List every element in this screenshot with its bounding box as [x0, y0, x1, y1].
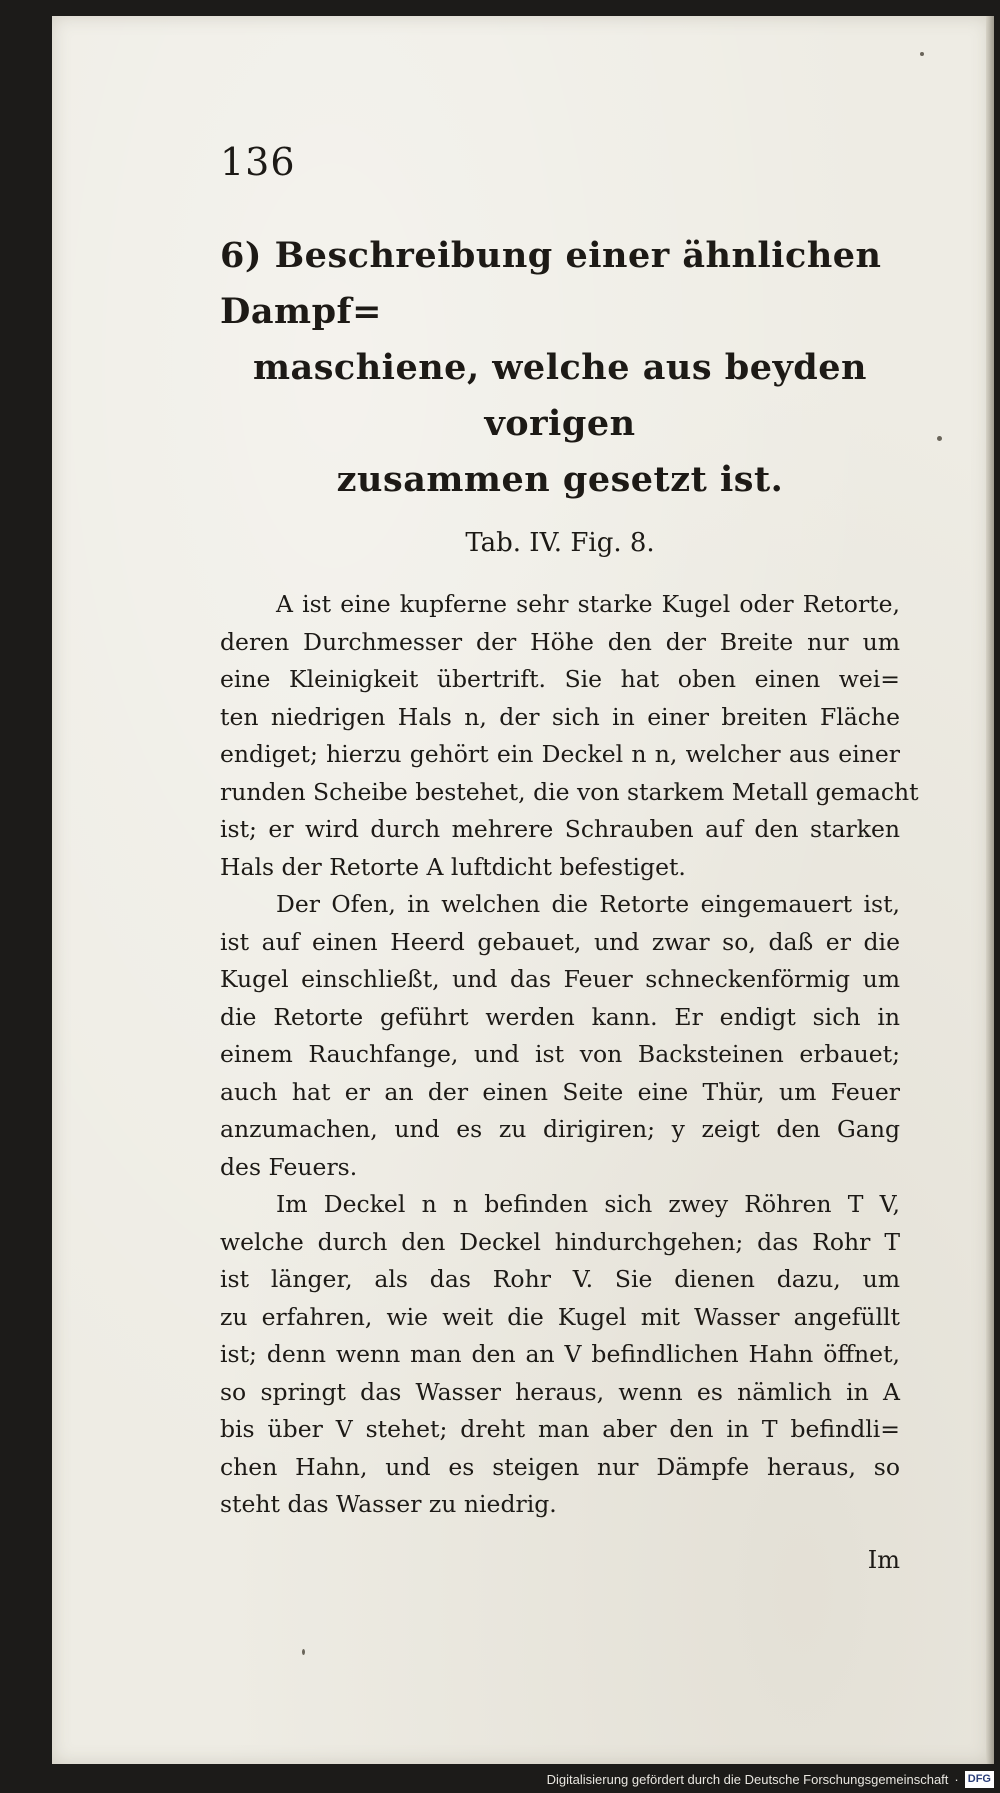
text-line: ten niedrigen Hals n, der sich in einer breiten Fläche	[220, 702, 900, 731]
text-line: ist; denn wenn man den an V befindlichen Hahn öffnet,	[220, 1340, 900, 1368]
heading-line: zusammen gesetzt ist.	[336, 459, 784, 500]
text-line: steht das Wasser zu niedrig.	[220, 1490, 557, 1518]
page-text	[220, 140, 919, 1574]
text-line: ist; er wird durch mehrere Schrauben auf den starken	[220, 815, 900, 843]
text-line: runden Scheibe bestehet, die von starkem Metall gemacht	[220, 777, 919, 806]
text-line: Der Ofen, in welchen die Retorte eingemauert ist,	[276, 890, 900, 918]
dfg-logo: DFG	[965, 1771, 994, 1788]
figure-reference: Tab. IV. Fig. 8.	[465, 528, 655, 558]
text-line: auch hat er an der einen Seite eine Thür, um Feuer	[220, 1077, 900, 1106]
page-number: 136	[220, 140, 296, 184]
catchword: Im	[867, 1545, 900, 1574]
text-line: so springt das Wasser heraus, wenn es nämlich in A	[220, 1377, 900, 1406]
paragraph	[220, 1186, 900, 1524]
heading-line: 6) Beschreibung einer ähnlichen Dampf=	[220, 235, 882, 332]
text-line: welche durch den Deckel hindurchgehen; das Rohr T	[220, 1227, 900, 1256]
text-line: anzumachen, und es zu dirigiren; y zeigt den Gang	[220, 1115, 900, 1143]
text-line: deren Durchmesser der Höhe den der Breite nur um	[220, 627, 900, 656]
text-line: die Retorte geführt werden kann. Er endigt sich in	[220, 1002, 900, 1031]
text-line: einem Rauchfange, und ist von Backsteinen erbauet;	[220, 1040, 900, 1068]
text-line: A ist eine kupferne sehr starke Kugel oder Retorte,	[276, 590, 900, 618]
text-line: endiget; hierzu gehört ein Deckel n n, welcher aus einer	[220, 740, 900, 768]
text-line: Hals der Retorte A luftdicht befestiget.	[220, 852, 686, 881]
section-heading	[220, 228, 900, 508]
text-line: ist länger, als das Rohr V. Sie dienen dazu, um	[220, 1265, 900, 1293]
digitization-footer	[547, 1768, 994, 1790]
text-line: eine Kleinigkeit übertrift. Sie hat oben einen wei=	[220, 665, 900, 693]
text-line: bis über V stehet; dreht man aber den in T befindli=	[220, 1415, 900, 1443]
page-edge	[986, 16, 994, 1764]
text-line: ist auf einen Heerd gebauet, und zwar so, daß er die	[220, 927, 900, 956]
text-line: Kugel einschließt, und das Feuer schneckenförmig um	[220, 965, 900, 993]
paper-speck	[937, 436, 942, 441]
text-line: zu erfahren, wie weit die Kugel mit Wasser angefüllt	[220, 1302, 900, 1331]
heading-line: maschiene, welche aus beyden vorigen	[252, 347, 867, 444]
paper-speck	[920, 52, 924, 56]
paper-speck	[302, 1649, 305, 1655]
paragraph	[220, 886, 900, 1186]
footer-separator: ·	[954, 1771, 959, 1787]
text-line: des Feuers.	[220, 1152, 358, 1181]
text-line: chen Hahn, und es steigen nur Dämpfe heraus, so	[220, 1452, 900, 1481]
text-line: Im Deckel n n befinden sich zwey Röhren T V,	[276, 1190, 900, 1218]
paragraph	[220, 586, 919, 886]
funding-notice: Digitalisierung gefördert durch die Deutsche Forschungsgemeinschaft	[546, 1771, 949, 1787]
